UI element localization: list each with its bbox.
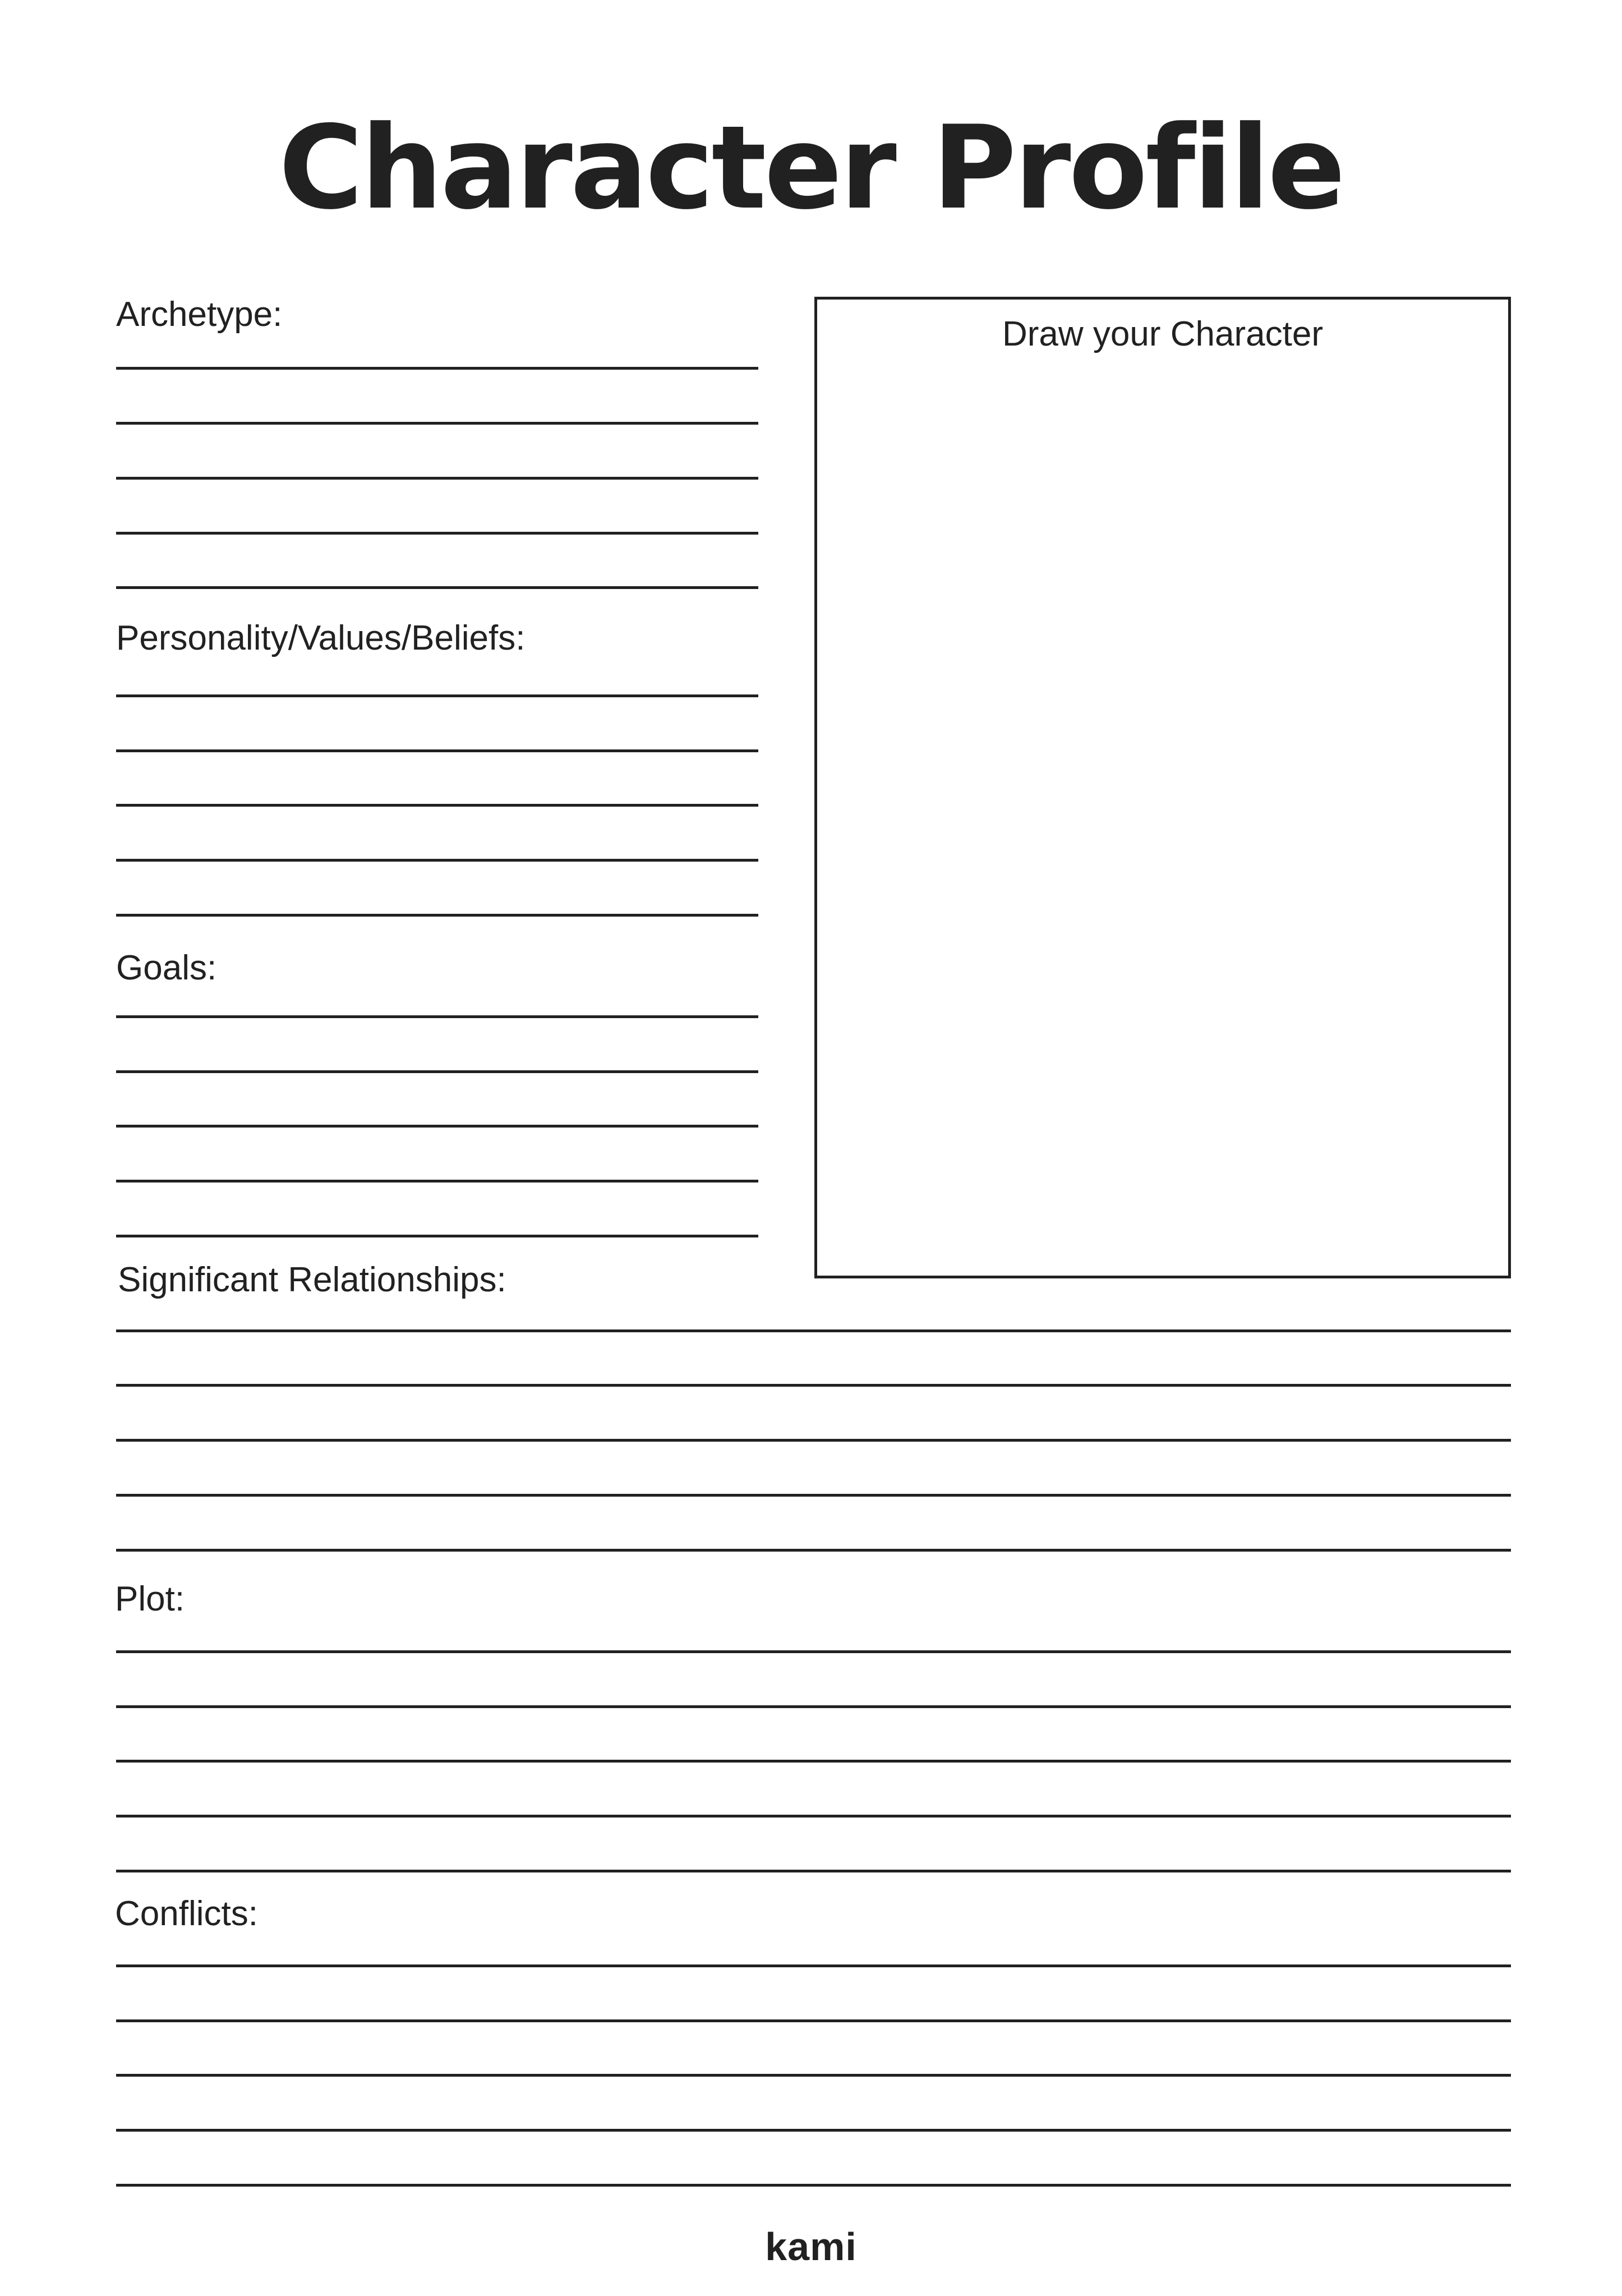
writing-line xyxy=(116,2074,1511,2077)
writing-line xyxy=(116,1180,758,1182)
draw-character-box[interactable] xyxy=(814,297,1511,1278)
writing-line xyxy=(116,1070,758,1073)
writing-line xyxy=(116,532,758,535)
writing-line xyxy=(116,859,758,862)
writing-line xyxy=(116,749,758,752)
page-title: Character Profile xyxy=(278,102,1344,235)
writing-line xyxy=(116,1870,1511,1872)
writing-line xyxy=(116,694,758,697)
writing-line xyxy=(116,1650,1511,1653)
writing-line xyxy=(116,1760,1511,1763)
writing-line xyxy=(116,1494,1511,1497)
writing-line xyxy=(116,1815,1511,1818)
goals-label: Goals: xyxy=(116,949,217,987)
writing-line xyxy=(116,1235,758,1237)
writing-line xyxy=(116,1705,1511,1708)
writing-line xyxy=(116,367,758,370)
writing-line xyxy=(116,804,758,807)
kami-logo: kami xyxy=(765,2225,857,2269)
writing-line xyxy=(116,1384,1511,1387)
writing-line xyxy=(116,1549,1511,1552)
personality-label: Personality/Values/Beliefs: xyxy=(116,619,526,657)
writing-line xyxy=(116,2129,1511,2132)
draw-character-label: Draw your Character xyxy=(1002,315,1323,353)
relationships-label: Significant Relationships: xyxy=(118,1260,506,1299)
writing-line xyxy=(116,586,758,589)
writing-line xyxy=(116,1015,758,1018)
conflicts-label: Conflicts: xyxy=(115,1894,258,1933)
writing-line xyxy=(116,2019,1511,2022)
writing-line xyxy=(116,477,758,480)
writing-line xyxy=(116,2184,1511,2187)
writing-line xyxy=(116,914,758,917)
writing-line xyxy=(116,1125,758,1128)
writing-line xyxy=(116,1439,1511,1442)
plot-label: Plot: xyxy=(115,1580,185,1618)
writing-line xyxy=(116,1329,1511,1332)
archetype-label: Archetype: xyxy=(116,295,283,334)
writing-line xyxy=(116,422,758,425)
writing-line xyxy=(116,1964,1511,1967)
